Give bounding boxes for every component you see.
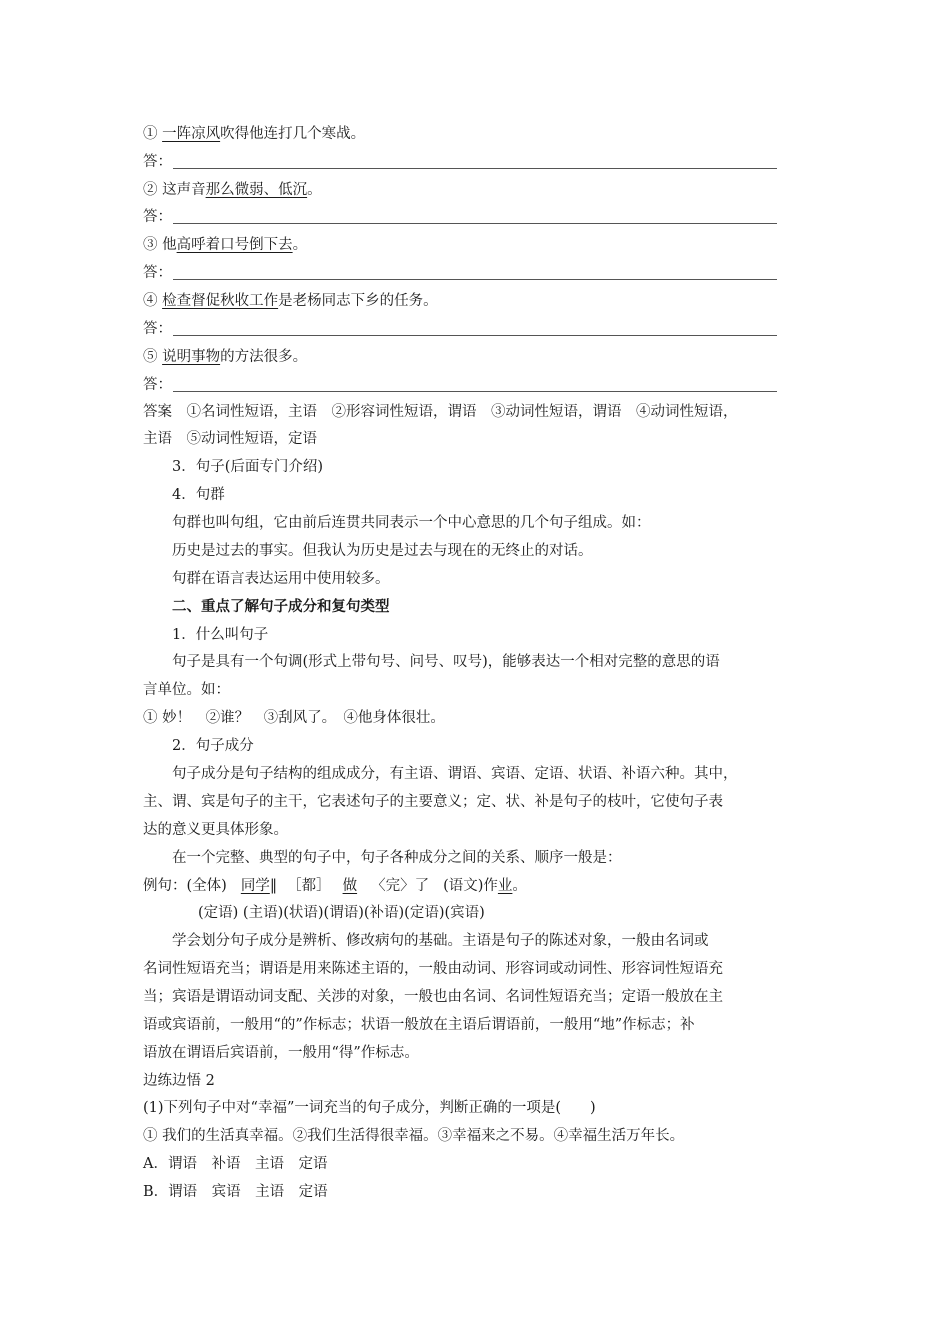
option-b[interactable]: B．谓语 宾语 主语 定语 bbox=[143, 1184, 328, 1200]
paragraph-components-3: 达的意义更具体形象。 bbox=[143, 822, 288, 838]
exercise-item-4: ④ 检查督促秋收工作是老杨同志下乡的任务。 bbox=[143, 293, 438, 309]
paragraph-sentence-group: 句群也叫句组，它由前后连贯共同表示一个中心意思的几个句子组成。如： bbox=[172, 515, 651, 531]
section-heading-4: 4．句群 bbox=[172, 487, 225, 503]
answer-underline bbox=[173, 223, 777, 224]
exercise-number: ① bbox=[143, 126, 158, 142]
sentence-examples: ① 妙！ ②谁？ ③刮风了。 ④他身体很壮。 bbox=[143, 710, 445, 726]
exercise-item-5: ⑤ 说明事物的方法很多。 bbox=[143, 349, 308, 365]
answer-key-line-2: 主语 ⑤动词性短语，定语 bbox=[143, 431, 317, 447]
answer-line-5[interactable] bbox=[143, 375, 777, 395]
practice-title: 边练边悟 2 bbox=[143, 1073, 215, 1089]
paragraph-sentence-def-2: 言单位。如： bbox=[143, 682, 230, 698]
paragraph-sentence-def-1: 句子是具有一个句调(形式上带句号、问号、叹号)，能够表达一个相对完整的意思的语 bbox=[172, 654, 720, 670]
paragraph-components-2: 主、谓、宾是句子的主干，它表述句子的主要意义；定、状、补是句子的枝叶，它使句子表 bbox=[143, 794, 723, 810]
underlined-phrase: 说明事物 bbox=[162, 349, 221, 365]
paragraph-learn-4: 语或宾语前，一般用“的”作标志；状语一般放在主语后谓语前，一般用“地”作标志；补 bbox=[143, 1017, 695, 1033]
answer-line-3[interactable] bbox=[143, 263, 777, 283]
underlined-phrase: 那么微弱、低沉 bbox=[205, 182, 308, 198]
subheading-what-is-sentence: 1．什么叫句子 bbox=[172, 627, 269, 643]
answer-label: 答： bbox=[143, 265, 172, 281]
exercise-item-3: ③ 他高呼着口号倒下去。 bbox=[143, 237, 308, 253]
paragraph-components-1: 句子成分是句子结构的组成成分，有主语、谓语、宾语、定语、状语、补语六种。其中， bbox=[172, 766, 738, 782]
exercise-item-2: ② 这声音那么微弱、低沉。 bbox=[143, 182, 322, 198]
subject-word: 同学 bbox=[240, 878, 270, 894]
answer-label: 答： bbox=[143, 377, 172, 393]
answer-label: 答： bbox=[143, 321, 172, 337]
answer-label: 答： bbox=[143, 154, 172, 170]
paragraph-learn-5: 语放在谓语后宾语前，一般用“得”作标志。 bbox=[143, 1045, 419, 1061]
answer-line-1[interactable] bbox=[143, 152, 777, 172]
exercise-number: ⑤ bbox=[143, 349, 158, 365]
underlined-phrase: 检查督促秋收工作 bbox=[162, 293, 279, 309]
paragraph-learn-1: 学会划分句子成分是辨析、修改病句的基础。主语是句子的陈述对象，一般由名词或 bbox=[172, 933, 709, 949]
answer-underline bbox=[173, 168, 777, 169]
paragraph-learn-2: 名词性短语充当；谓语是用来陈述主语的，一般由动词、形容词或动词性、形容词性短语充 bbox=[143, 961, 723, 977]
paragraph-sentence-group-usage: 句群在语言表达运用中使用较多。 bbox=[172, 571, 390, 587]
exercise-item-1: ① 一阵凉风吹得他连打几个寒战。 bbox=[143, 126, 366, 142]
exercise-number: ② bbox=[143, 182, 158, 198]
answer-key-line-1: 答案 ①名词性短语，主语 ②形容词性短语，谓语 ③动词性短语，谓语 ④动词性短语， bbox=[143, 404, 738, 420]
example-sentence-group: 历史是过去的事实。但我认为历史是过去与现在的无终止的对话。 bbox=[172, 543, 593, 559]
example-prefix: 例句： bbox=[143, 878, 187, 894]
answer-underline bbox=[173, 391, 777, 392]
component-roles: (定语) (主语)(状语)(谓语)(补语)(定语)(宾语) bbox=[198, 905, 485, 921]
example-sentence: 例句：(全体) 同学‖ ［都］ 做 〈完〉了 (语文)作业。 bbox=[143, 878, 527, 894]
answer-line-4[interactable] bbox=[143, 319, 777, 339]
question-1-sentences: ① 我们的生活真幸福。②我们生活得很幸福。③幸福来之不易。④幸福生活万年长。 bbox=[143, 1128, 685, 1144]
heading-sentence-components: 二、重点了解句子成分和复句类型 bbox=[172, 598, 390, 615]
underlined-phrase: 一阵凉风 bbox=[162, 126, 221, 142]
question-1: (1)下列句子中对“幸福”一词充当的句子成分，判断正确的一项是( ) bbox=[143, 1100, 596, 1116]
answer-underline bbox=[173, 335, 777, 336]
option-a[interactable]: A．谓语 补语 主语 定语 bbox=[143, 1156, 328, 1172]
object-word: 业 bbox=[497, 878, 513, 894]
paragraph-learn-3: 当；宾语是谓语动词支配、关涉的对象，一般也由名词、名词性短语充当；定语一般放在主 bbox=[143, 989, 723, 1005]
predicate-word: 做 bbox=[342, 878, 358, 894]
answer-label: 答： bbox=[143, 209, 172, 225]
answer-underline bbox=[173, 279, 777, 280]
answer-line-2[interactable] bbox=[143, 207, 777, 227]
subheading-sentence-components: 2．句子成分 bbox=[172, 738, 254, 754]
exercise-number: ③ bbox=[143, 237, 158, 253]
paragraph-order: 在一个完整、典型的句子中，句子各种成分之间的关系、顺序一般是： bbox=[172, 850, 622, 866]
section-heading-3: 3．句子(后面专门介绍) bbox=[172, 459, 324, 475]
exercise-number: ④ bbox=[143, 293, 158, 309]
underlined-phrase: 高呼着口号倒下去 bbox=[176, 237, 293, 253]
